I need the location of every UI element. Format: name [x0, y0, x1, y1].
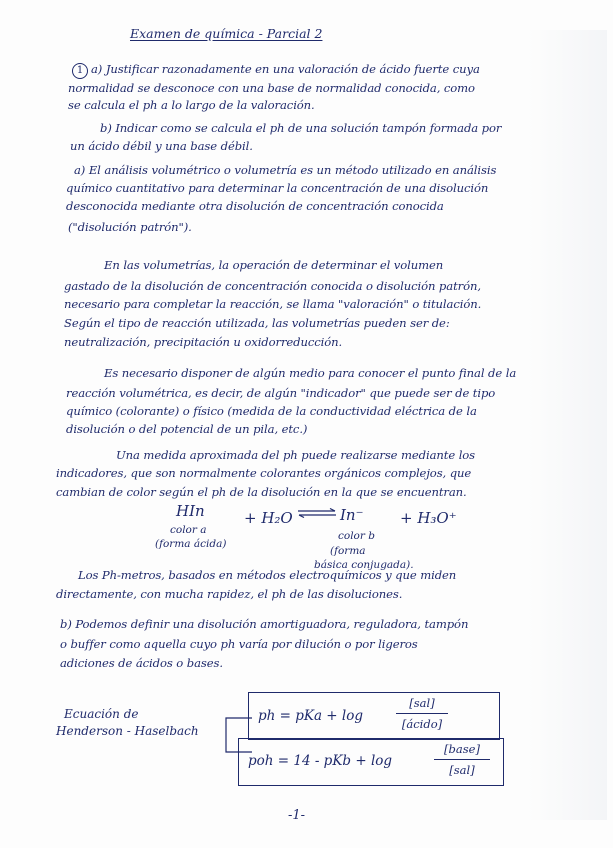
- ph-denominator: [ácido]: [401, 717, 443, 731]
- eq-note-conjugate: básica conjugada).: [314, 559, 414, 571]
- eq-note-acid-form: (forma ácida): [155, 538, 227, 550]
- para4-line-1: Una medida aproximada del ph puede realizarse mediante los: [116, 448, 476, 462]
- ph-formula-lhs: ph = pKa + log: [258, 708, 363, 724]
- answer-b-line-3: adiciones de ácidos o bases.: [60, 656, 223, 670]
- ph-numerator: [sal]: [409, 696, 435, 710]
- page-title: Examen de química - Parcial 2: [130, 26, 323, 41]
- para2-line-4: Según el tipo de reacción utilizada, las volumetrías pueden ser de:: [64, 316, 450, 330]
- question-number: 1: [72, 63, 88, 79]
- page-number: -1-: [288, 808, 306, 823]
- question-line-5: un ácido débil y una base débil.: [70, 139, 253, 153]
- para3-line-1: Es necesario disponer de algún medio para conocer el punto final de la: [104, 366, 517, 380]
- henderson-label-2: Henderson - Haselbach: [56, 724, 199, 738]
- eq-in-minus: In⁻: [340, 506, 364, 524]
- eq-h2o: + H₂O: [244, 509, 293, 527]
- question-line-2: normalidad se desconoce con una base de normalidad conocida, como: [68, 81, 475, 95]
- answer-a-line-4: ("disolución patrón").: [68, 220, 192, 234]
- poh-numerator: [base]: [444, 742, 480, 756]
- eq-note-form: (forma: [330, 545, 366, 557]
- question-line-1: 1 a) Justificar razonadamente en una valoración de ácido fuerte cuya: [72, 62, 612, 79]
- answer-a-line-1: a) El análisis volumétrico o volumetría es un método utilizado en análisis: [74, 163, 497, 177]
- para5-line-2: directamente, con mucha rapidez, el ph de las disoluciones.: [56, 587, 403, 601]
- para5-line-1: Los Ph-metros, basados en métodos electroquímicos y que miden: [78, 568, 457, 582]
- poh-fraction-bar: [434, 759, 490, 760]
- answer-a-line-2: químico cuantitativo para determinar la concentración de una disolución: [66, 181, 489, 195]
- para2-line-3: necesario para completar la reacción, se llama "valoración" o titulación.: [64, 297, 482, 311]
- para4-line-3: cambian de color según el ph de la disolución en la que se encuentran.: [56, 485, 467, 499]
- poh-denominator: [sal]: [449, 763, 475, 777]
- poh-formula-lhs: poh = 14 - pKb + log: [248, 753, 393, 769]
- eq-note-color-b: color b: [338, 530, 375, 542]
- para3-line-2: reacción volumétrica, es decir, de algún "indicador" que puede ser de tipo: [66, 386, 496, 400]
- para2-line-5: neutralización, precipitación u oxidorreducción.: [64, 335, 343, 349]
- eq-hin: HIn: [176, 502, 205, 520]
- answer-b-line-1: b) Podemos definir una disolución amortiguadora, reguladora, tampón: [60, 617, 469, 631]
- para2-line-1: En las volumetrías, la operación de determinar el volumen: [104, 258, 444, 272]
- para3-line-4: disolución o del potencial de un pila, etc.): [66, 422, 308, 436]
- henderson-label-1: Ecuación de: [64, 707, 139, 721]
- answer-a-line-3: desconocida mediante otra disolución de concentración conocida: [66, 199, 444, 213]
- eq-note-color-a: color a: [170, 524, 207, 536]
- answer-b-line-2: o buffer como aquella cuyo ph varía por dilución o por ligeros: [60, 637, 418, 651]
- ph-fraction-bar: [396, 713, 448, 714]
- para2-line-2: gastado de la disolución de concentración conocida o disolución patrón,: [64, 279, 481, 293]
- para4-line-2: indicadores, que son normalmente colorantes orgánicos complejos, que: [56, 466, 472, 480]
- equilibrium-arrows-icon: [297, 508, 337, 518]
- eq-h3o: + H₃O⁺: [400, 509, 457, 527]
- question-line-3: se calcula el ph a lo largo de la valoración.: [68, 98, 315, 112]
- para3-line-3: químico (colorante) o físico (medida de la conductividad eléctrica de la: [66, 404, 477, 418]
- question-line-4: b) Indicar como se calcula el ph de una solución tampón formada por: [100, 121, 502, 135]
